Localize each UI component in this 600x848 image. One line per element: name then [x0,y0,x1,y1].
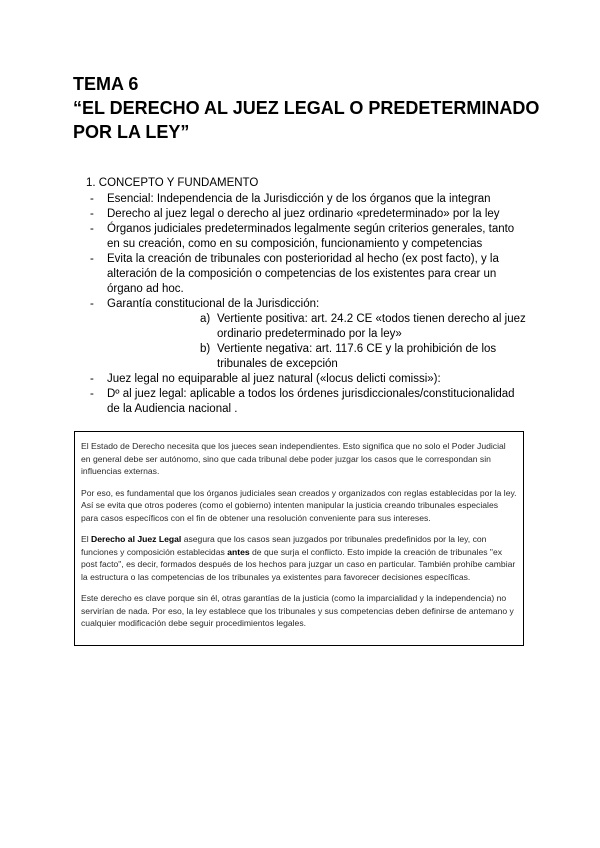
sub-list-marker: a) [200,313,211,325]
document-title [73,72,543,144]
box-bold-term: Derecho al Juez Legal [91,534,182,544]
title-line-1: TEMA 6 [73,74,139,94]
list-item: - Órganos judiciales predeterminados legalmente según criterios generales, tanto en su creación, como en su composición, funcionamiento y competencias [86,222,526,252]
sub-list-text: Vertiente negativa: art. 117.6 CE y la prohibición de los tribunales de excepción [217,343,497,370]
list-item: - Evita la creación de tribunales con posterioridad al hecho (ex post facto), y la alteración de la composición o competencias de los existentes para crear un órgano ad hoc. [86,252,526,297]
section-concepto [86,176,526,417]
sub-list-marker: b) [200,343,211,355]
box-text: de que surja el conflicto. Esto impide la creación de tribunales "ex post facto", es decir, formados después de los hechos para juzgar un caso en particular. También prohíbe cambiar la estructura o las competencias de los tribunales ya existentes para favorecer decisiones específicas. [81,546,516,582]
list-item: - Esencial: Independencia de la Jurisdicción y de los órganos que la integran [86,192,526,207]
bullet-list [86,192,526,417]
sub-list-item [200,312,528,342]
sub-list [200,312,528,372]
list-item [86,297,526,372]
list-item: - Juez legal no equiparable al juez natural («locus delicti comissi»): [86,372,526,387]
list-item: - Dº al juez legal: aplicable a todos los órdenes jurisdiccionales/constitucionalidad de la Audiencia nacional . [86,387,526,417]
sub-list-text: Vertiente positiva: art. 24.2 CE «todos tienen derecho al juez ordinario predeterminado por la ley» [217,313,526,340]
box-paragraph-3 [81,533,517,583]
list-item-text: Garantía constitucional de la Jurisdicción: [107,298,320,310]
title-line-2: “EL DERECHO AL JUEZ LEGAL O PREDETERMINADO [73,98,540,118]
list-item: - Derecho al juez legal o derecho al juez ordinario «predeterminado» por la ley [86,207,526,222]
explanation-box [74,431,524,646]
box-paragraph-4: Este derecho es clave porque sin él, otras garantías de la justicia (como la imparcialidad y la independencia) no servirían de nada. Por eso, la ley establece que los tribunales y sus competencias deben definirse de antemano y cualquier modificación debe seguir procedimientos legales. [81,593,514,628]
box-text: asegura que los casos sean juzgados por tribunales predefinidos por la ley, con funciones y composición establecidas [81,534,487,557]
box-paragraph-2: Por eso, es fundamental que los órganos judiciales sean creados y organizados con reglas establecidas por la ley. Así se evita que otros poderes (como el gobierno) intenten manipular la justicia creando tribunales especiales para casos específicos con el fin de obtener una resolución conveniente para sus intereses. [81,487,517,523]
title-line-3: POR LA LEY” [73,122,190,142]
section-heading: 1. CONCEPTO Y FUNDAMENTO [86,177,259,189]
box-paragraph-1: El Estado de Derecho necesita que los jueces sean independientes. Esto significa que no solo el Poder Judicial en general debe ser autónomo, sino que cada tribunal debe poder juzgar los casos que le correspondan sin influencias externas. [81,441,506,476]
box-bold-term: antes [227,546,250,557]
sub-list-item [200,342,528,372]
box-text: El [81,534,92,544]
